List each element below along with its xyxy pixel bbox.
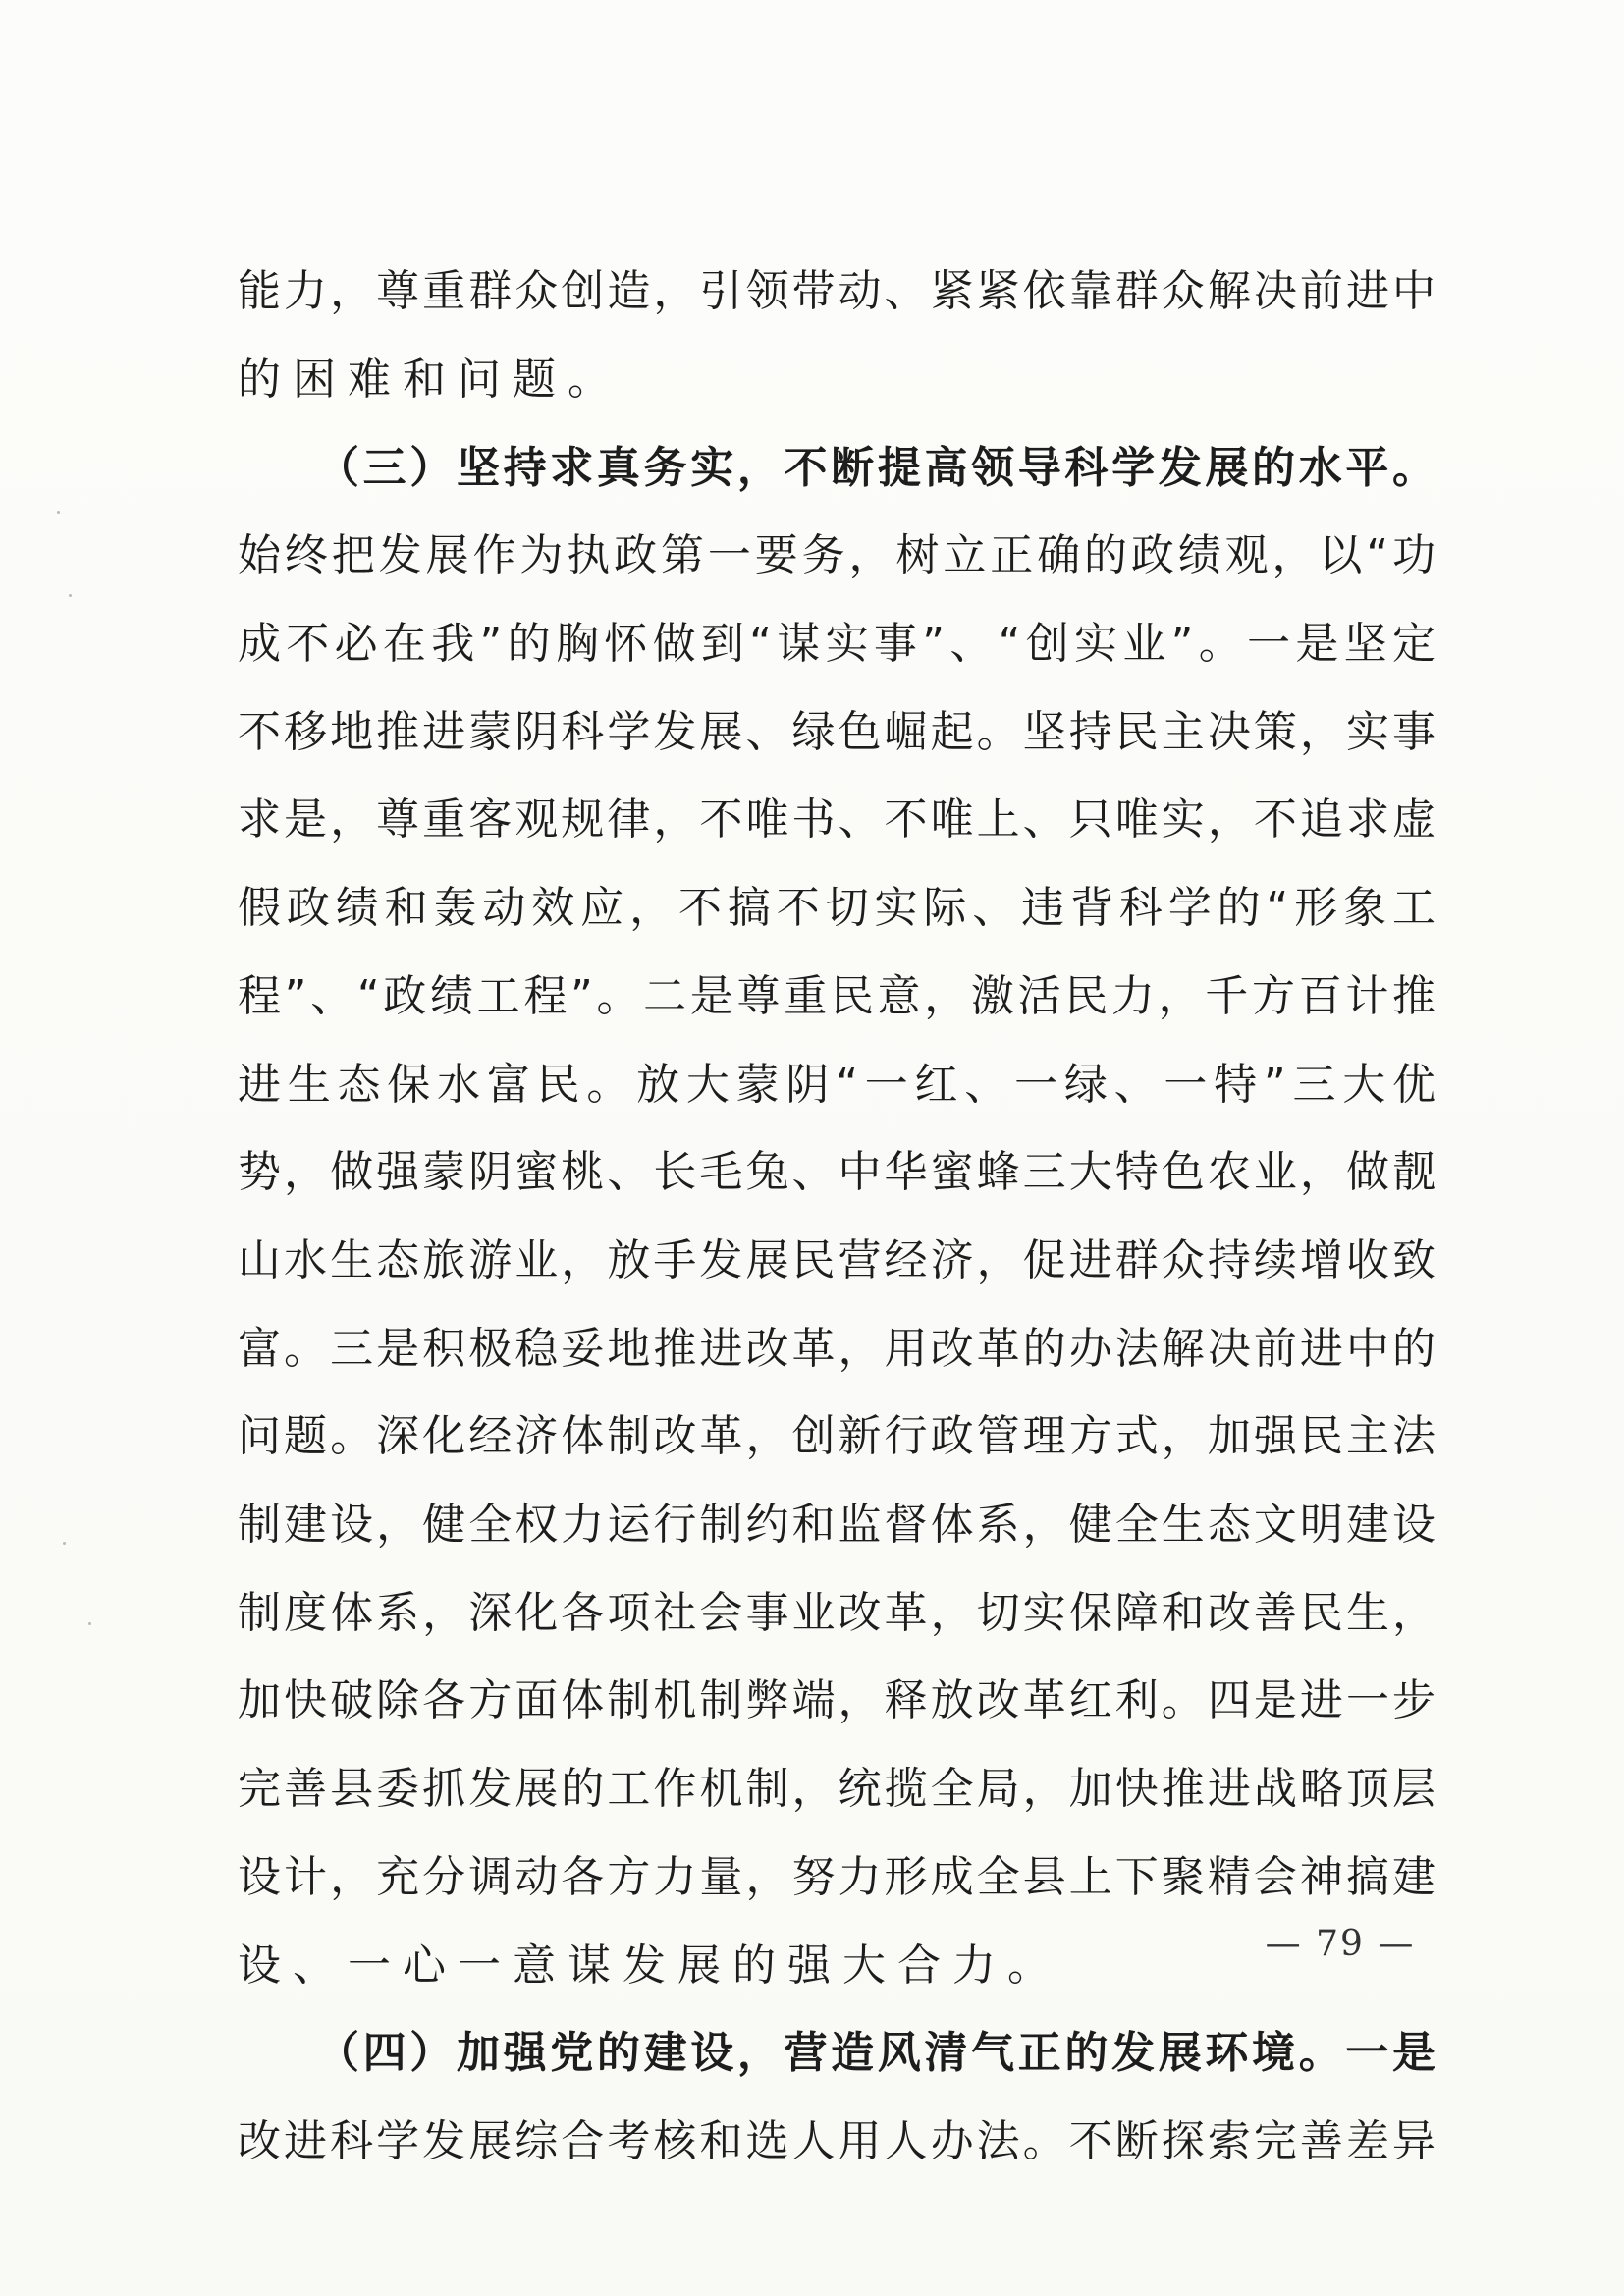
scan-speck bbox=[57, 511, 60, 514]
body-line: 求是，尊重客观规律，不唯书、不唯上、只唯实，不追求虚 bbox=[238, 794, 1435, 845]
body-line: 制度体系，深化各项社会事业改革，切实保障和改善民生， bbox=[238, 1588, 1435, 1638]
section-heading-3: （三）坚持求真务实，不断提高领导科学发展的水平。 bbox=[316, 443, 1435, 493]
body-line: 制建设，健全权力运行制约和监督体系，健全生态文明建设 bbox=[238, 1500, 1435, 1550]
body-line: 势，做强蒙阴蜜桃、长毛兔、中华蜜蜂三大特色农业，做靓 bbox=[238, 1147, 1435, 1197]
body-line: 假政绩和轰动效应，不搞不切实际、违背科学的“形象工 bbox=[238, 883, 1435, 933]
body-line: 山水生态旅游业，放手发展民营经济，促进群众持续增收致 bbox=[238, 1235, 1435, 1285]
page-number: — 79 — bbox=[1265, 1924, 1416, 1964]
body-line: 始终把发展作为执政第一要务，树立正确的政绩观，以“功 bbox=[238, 530, 1435, 580]
scan-speck bbox=[69, 594, 72, 597]
body-line: 进生态保水富民。放大蒙阴“一红、一绿、一特”三大优 bbox=[238, 1060, 1435, 1110]
body-line: 程”、“政绩工程”。二是尊重民意，激活民力，千方百计推 bbox=[238, 971, 1435, 1021]
body-line: 的困难和问题。 bbox=[238, 355, 623, 405]
body-line: 能力，尊重群众创造，引领带动、紧紧依靠群众解决前进中 bbox=[238, 266, 1435, 316]
body-line: 设、一心一意谋发展的强大合力。 bbox=[238, 1941, 1062, 1991]
body-line: 富。三是积极稳妥地推进改革，用改革的办法解决前进中的 bbox=[238, 1324, 1435, 1374]
body-line: 设计，充分调动各方力量，努力形成全县上下聚精会神搞建 bbox=[238, 1852, 1435, 1902]
section-heading-4: （四）加强党的建设，营造风清气正的发展环境。一是 bbox=[316, 2028, 1435, 2078]
body-line: 完善县委抓发展的工作机制，统揽全局，加快推进战略顶层 bbox=[238, 1764, 1435, 1814]
body-line: 问题。深化经济体制改革，创新行政管理方式，加强民主法 bbox=[238, 1411, 1435, 1461]
body-line: 改进科学发展综合考核和选人用人办法。不断探索完善差异 bbox=[238, 2116, 1435, 2166]
scan-speck bbox=[88, 1622, 91, 1625]
scan-speck bbox=[63, 1542, 66, 1545]
body-line: 不移地推进蒙阴科学发展、绿色崛起。坚持民主决策，实事 bbox=[238, 707, 1435, 757]
body-line: 成不必在我”的胸怀做到“谋实事”、“创实业”。一是坚定 bbox=[238, 619, 1435, 669]
body-line: 加快破除各方面体制机制弊端，释放改革红利。四是进一步 bbox=[238, 1675, 1435, 1725]
